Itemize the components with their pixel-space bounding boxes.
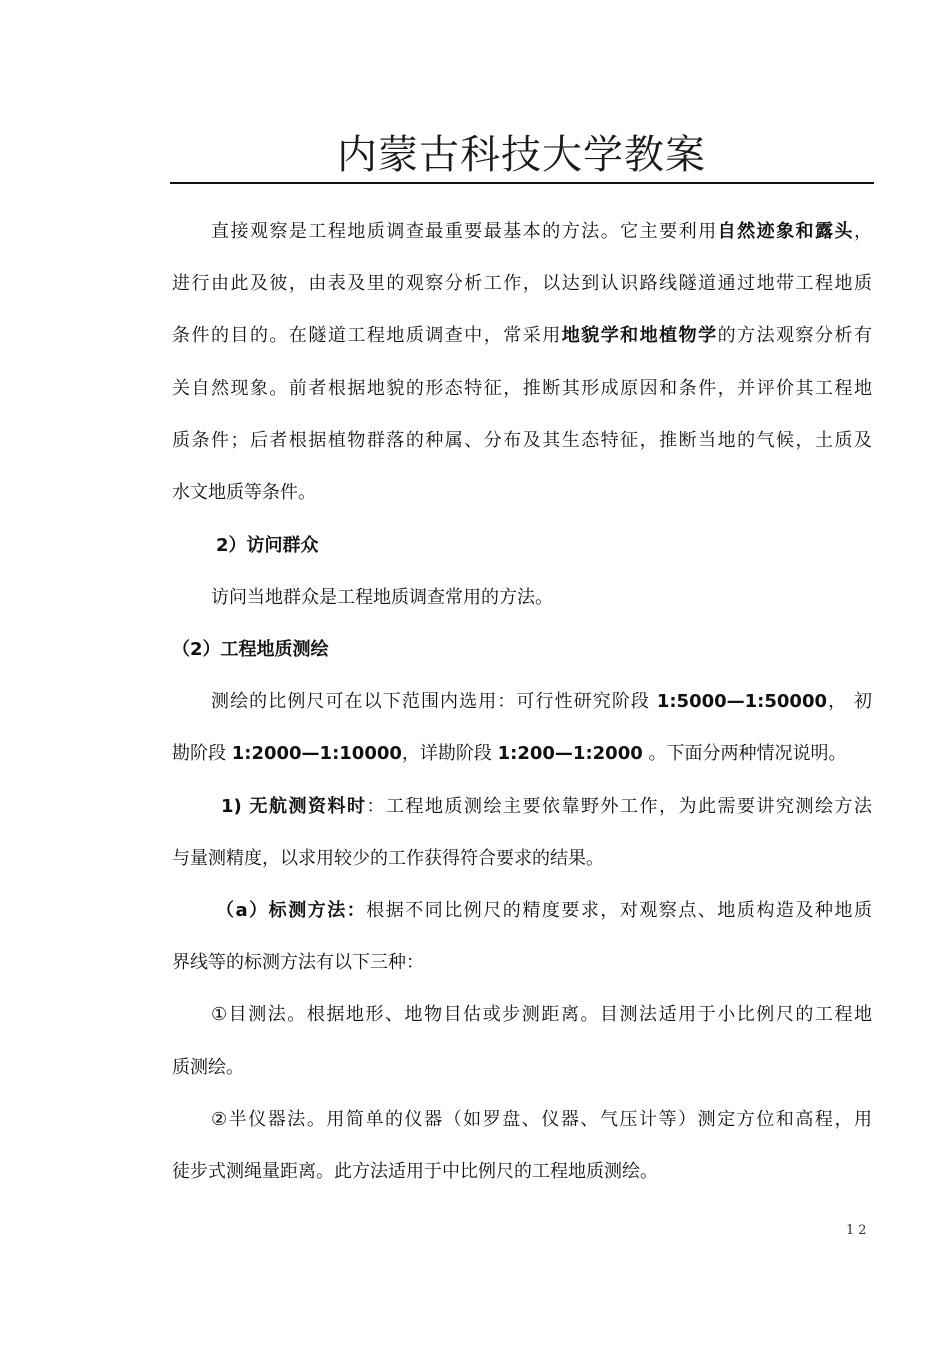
paragraph-line: 质测绘。 [172, 1057, 244, 1078]
scale-range: 1:5000—1:50000 [656, 691, 827, 712]
paragraph-line: ①目测法。根据地形、地物目估或步测距离。目测法适用于小比例尺的工程地 [211, 1004, 872, 1025]
subheading: 1) 无航测资料时 [221, 796, 367, 817]
page-number: 12 [846, 1223, 871, 1238]
scale-range: 1:2000—1:10000 [231, 743, 402, 764]
paragraph-line: 直接观察是工程地质调查最重要最基本的方法。它主要利用自然迹象和露头， [211, 221, 873, 242]
paragraph-line: 勘阶段 1:2000—1:10000，详勘阶段 1:200—1:2000 。下面分两种情况说明。 [172, 743, 847, 764]
paragraph-line: 徒步式测绳量距离。此方法适用于中比例尺的工程地质测绘。 [172, 1161, 658, 1182]
subheading: （a）标测方法： [216, 900, 367, 921]
paragraph-line: 进行由此及彼，由表及里的观察分析工作，以达到认识路线隧道通过地带工程地质 [172, 273, 872, 294]
paragraph-line: 水文地质等条件。 [172, 482, 316, 503]
section-heading: 2）访问群众 [216, 535, 319, 556]
paragraph-line: （a）标测方法：根据不同比例尺的精度要求，对观察点、地质构造及种地质 [216, 900, 872, 921]
paragraph-line: 1) 无航测资料时：工程地质测绘主要依靠野外工作，为此需要讲究测绘方法 [221, 796, 872, 817]
section-heading: （2）工程地质测绘 [172, 639, 329, 660]
paragraph-line: 关自然现象。前者根据地貌的形态特征，推断其形成原因和条件，并评价其工程地 [172, 378, 872, 399]
scale-range: 1:200—1:2000 [497, 743, 643, 764]
paragraph-line: 测绘的比例尺可在以下范围内选用：可行性研究阶段 1:5000—1:50000， 初 [211, 691, 872, 712]
paragraph-line: 访问当地群众是工程地质调查常用的方法。 [211, 587, 553, 608]
paragraph-line: 条件的目的。在隧道工程地质调查中，常采用地貌学和地植物学的方法观察分析有 [172, 325, 873, 346]
paragraph-line: 质条件；后者根据植物群落的种属、分布及其生态特征，推断当地的气候，土质及 [172, 430, 872, 451]
page-title: 内蒙古科技大学教案 [337, 132, 706, 178]
paragraph-line: 界线等的标测方法有以下三种： [172, 952, 424, 973]
emphasis: 地貌学和地植物学 [561, 325, 718, 346]
paragraph-line: ②半仪器法。用简单的仪器（如罗盘、仪器、气压计等）测定方位和高程，用 [211, 1109, 872, 1130]
paragraph-line: 与量测精度，以求用较少的工作获得符合要求的结果。 [172, 848, 604, 869]
emphasis: 自然迹象和露头 [717, 221, 855, 242]
header-divider [170, 182, 874, 184]
